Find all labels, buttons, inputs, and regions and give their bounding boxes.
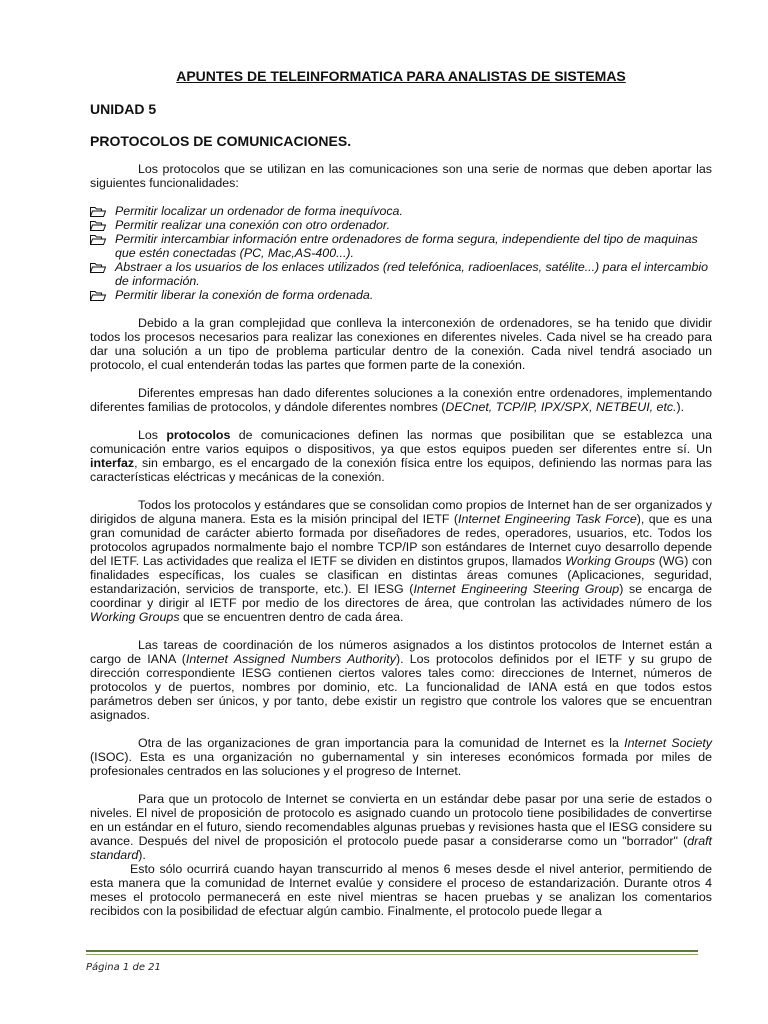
unit-title: UNIDAD 5 [90,101,157,117]
document-title: APUNTES DE TELEINFORMATICA PARA ANALISTAS DE SISTEMAS [176,68,626,84]
list-item [90,218,712,232]
list-item-text: Abstraer a los usuarios de los enlaces utilizados (red telefónica, radioenlaces, satélite...) para el intercambio de información. [115,260,708,288]
folder-icon [90,206,106,217]
list-item-text: Permitir localizar un ordenador de forma inequívoca. [115,204,403,218]
page-content [90,68,712,918]
list-item [90,232,712,260]
intro-paragraph: Los protocolos que se utilizan en las comunicaciones son una serie de normas que deben aportar las siguientes funcionalidades: [90,162,712,190]
list-item [90,260,712,288]
list-item-text: Permitir intercambiar información entre ordenadores de forma segura, independiente del tipo de maquinas que estén conectadas (PC, Mac,AS-400...). [115,232,698,260]
folder-icon [90,290,106,301]
list-item [90,288,712,302]
page-number: Página 1 de 21 [86,962,161,973]
list-item-text: Permitir liberar la conexión de forma ordenada. [115,288,374,302]
paragraph-iana: Las tareas de coordinación de los números asignados a los distintos protocolos de Internet están a cargo de IANA (Internet Assigned Numbers Authority). Los protocolos definidos por el IETF y su grupo de dirección correspondiente IESG contienen ciertos valores tales como: direcciones de Internet, números de protocolos y de puertos, nombres por dominio, etc. La funcionalidad de IANA está en que todos estos parámetros deben ser únicos, y por tanto, debe existir un registro que controle los valores que se encuentran asignados. [90,638,713,722]
paragraph-complexity: Debido a la gran complejidad que conlleva la interconexión de ordenadores, se ha tenido que dividir todos los procesos necesarios para realizar las conexiones en diferentes niveles. Cada nivel se ha creado para dar una solución a un tipo de problema particular dentro de la conexión. Cada nivel tendrá asociado un protocolo, el cual entenderán todas las partes que formen parte de la conexión. [90,316,712,372]
footer-rule-thin [86,954,698,955]
section-title: PROTOCOLOS DE COMUNICACIONES. [90,133,352,149]
functionality-list [90,204,712,302]
paragraph-protocols: Los protocolos de comunicaciones definen las normas que posibilitan que se establezca una comunicación entre varios equipos o dispositivos, ya que estos equipos pueden ser diferentes entre sí. Un interfaz, sin embargo, es el encargado de la conexión física entre los equipos, definiendo las normas para las características eléctricas y mecánicas de la conexión. [90,428,713,484]
paragraph-ietf: Todos los protocolos y estándares que se consolidan como propios de Internet han de ser organizados y dirigidos de alguna manera. Esta es la misión principal del IETF (Internet Engineering Task Force), que es una gran comunidad de carácter abierto formada por diseñadores de redes, operadores, usuarios, etc. Todos los protocolos agrupados normalmente bajo el nombre TCP/IP son estándares de Internet cuyo desarrollo depende del IETF. Las actividades que realiza el IETF se dividen en distintos grupos, llamados Working Groups (WG) con finalidades específicas, los cuales se clasifican en distintas áreas comunes (Aplicaciones, seguridad, estandarización, servicios de transporte, etc.). El IESG (Internet Engineering Steering Group) se encarga de coordinar y dirigir al IETF por medio de los directores de área, que controlan las actividades número de los Working Groups que se encuentren dentro de cada área. [90,498,712,624]
paragraph-draft-period: Esto sólo ocurrirá cuando hayan transcurrido al menos 6 meses desde el nivel anterior, permitiendo de esta manera que la comunidad de Internet evalúe y considere el proceso de estandarización. Durante otros 4 meses el protocolo permanecerá en este nivel mientras se hacen pruebas y se analizan los comentarios recibidos con la posibilidad de efectuar algún cambio. Finalmente, el protocolo puede llegar a [90,862,712,918]
paragraph-standard-levels: Para que un protocolo de Internet se convierta en un estándar debe pasar por una serie de estados o niveles. El nivel de proposición de protocolo es asignado cuando un protocolo tiene posibilidades de convertirse en un estándar en el futuro, siendo recomendables algunas pruebas y revisiones hasta que el IESG considere su avance. Después del nivel de proposición el protocolo puede pasar a considerarse como un "borrador" (draft standard). [90,792,712,862]
folder-icon [90,220,106,231]
list-item [90,204,712,218]
paragraph-companies: Diferentes empresas han dado diferentes soluciones a la conexión entre ordenadores, implementando diferentes familias de protocolos, y dándole diferentes nombres (DECnet, TCP/IP, IPX/SPX, NETBEUI, etc.). [90,386,712,414]
list-item-text: Permitir realizar una conexión con otro ordenador. [115,218,391,232]
folder-icon [90,262,106,273]
paragraph-isoc: Otra de las organizaciones de gran importancia para la comunidad de Internet es la Internet Society (ISOC). Esta es una organización no gubernamental y sin intereses económicos formada por miles de profesionales centrados en las soluciones y el progreso de Internet. [90,736,712,778]
folder-icon [90,234,106,245]
footer-rule [86,950,698,952]
